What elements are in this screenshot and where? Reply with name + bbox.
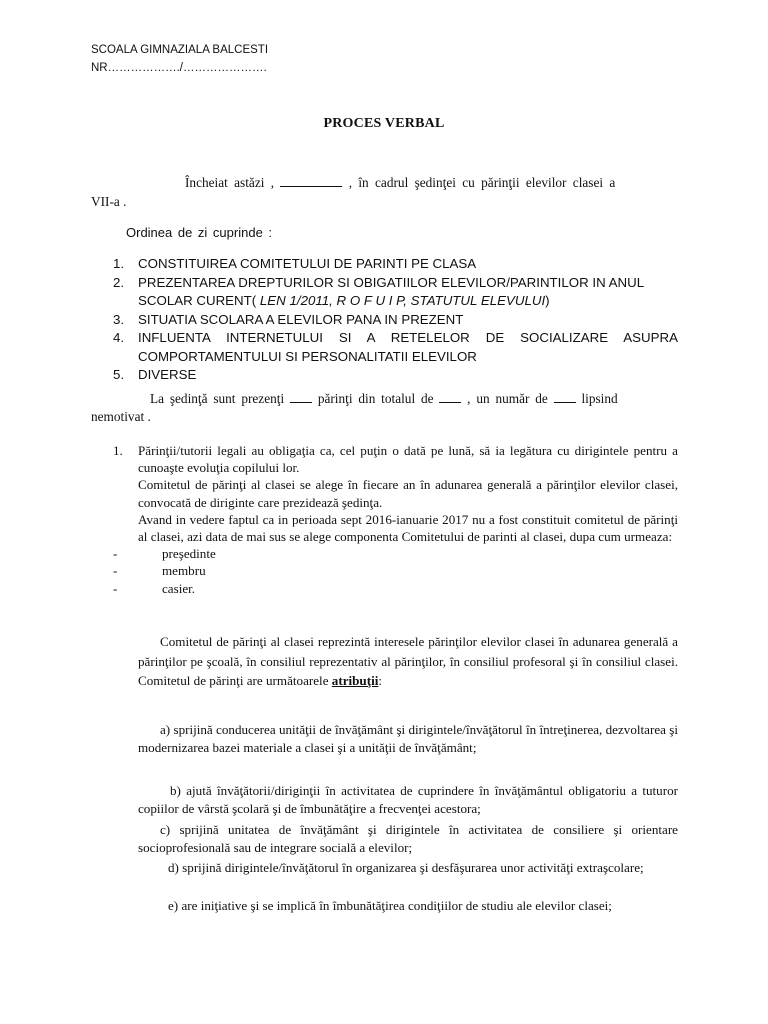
document-title: PROCES VERBAL bbox=[323, 116, 445, 131]
committee-paragraph: Comitetul de părinţi al clasei reprezintă interesele părinţilor elevilor clasei în adunarea generală a părinţilor pe şcoală, în consiliul reprezentativ al părinţilor, în consiliul profesoral şi în consiliul clasei. Comitetul de părinţi are următoarele atribuţii: bbox=[138, 634, 678, 688]
school-name: SCOALA GIMNAZIALA BALCESTI bbox=[91, 44, 269, 56]
intro-paragraph bbox=[185, 173, 677, 193]
agenda-item: 2. PREZENTAREA DREPTURILOR SI OBIGATIILOR ELEVILOR/PARINTILOR IN ANUL SCOLAR CURENT( LEN 1/2011, R O F U I P, STATUTUL ELEVULUI) bbox=[113, 274, 644, 308]
intro-class: VII-a . bbox=[91, 194, 127, 209]
present-blank bbox=[290, 391, 312, 403]
absent-blank bbox=[554, 391, 576, 403]
section-1: 1. Părinţii/tutorii legali au obligaţia ca, cel puţin o dată pe lună, să ia legătura cu dirigintele pentru a cunoaşte evoluţia copilului lor. Comitetul de părinţi al clasei se alege în fiecare an în adunarea generală a părinţilor elevilor clasei, convocată de diriginte care prezidează şedinţa. Avand in vedere faptul ca in perioada sept 2016-ianuarie 2017 nu a fost constituit comitetul de părinţi al clasei, azi data de mai sus se alege componenta Comitetului de parinti al clasei, dupa cum urmeaza: - preşedinte - membru - casier. bbox=[113, 443, 678, 596]
role-item: - preşedinte bbox=[113, 546, 216, 562]
attribution-d: d) sprijină dirigintele/învăţătorul în organizarea şi desfăşurarea unor activităţi extraşcolare; bbox=[168, 860, 644, 875]
attribution-a: a) sprijină conducerea unităţii de învăţământ şi dirigintele/învăţătorul în întreţinerea, dezvoltarea şi modernizarea bazei materiale a clasei şi a unităţii de învăţământ; bbox=[138, 722, 678, 755]
role-item: - casier. bbox=[113, 580, 196, 596]
agenda-heading: Ordinea de zi cuprinde : bbox=[126, 225, 273, 240]
section-1-p2: Comitetul de părinţi al clasei se alege în fiecare an în adunarea generală a părinţilor elevilor clasei, convocată de diriginte care prezidează şedinţa. bbox=[138, 477, 678, 510]
date-blank bbox=[280, 175, 342, 187]
agenda-item: 3. SITUATIA SCOLARA A ELEVILOR PANA IN PREZENT bbox=[113, 311, 464, 327]
intro-text-b: , în cadrul şedinţei cu părinţii elevilor clasei a bbox=[348, 175, 616, 190]
intro-text-a: Încheiat astăzi , bbox=[185, 175, 275, 190]
section-1-p3: Avand in vedere faptul ca in perioada sept 2016-ianuarie 2017 nu a fost constituit comitetul de părinţi al clasei, azi data de mai sus se alege componenta Comitetului de parinti al clasei, dupa cum urmeaza: bbox=[138, 511, 678, 545]
agenda-item: 4. INFLUENTA INTERNETULUI SI A RETELELOR DE SOCIALIZARE ASUPRA COMPORTAMENTULUI SI PERSONALITATII ELEVILOR bbox=[113, 330, 678, 364]
attribution-e: e) are iniţiative şi se implică în îmbunătăţirea condiţiilor de studiu ale elevilor clasei; bbox=[168, 898, 612, 913]
total-blank bbox=[439, 391, 461, 403]
attendance-paragraph: La şedinţă sunt prezenţi părinţi din totalul de , un număr de lipsind bbox=[150, 391, 618, 406]
agenda-list bbox=[113, 255, 678, 385]
registration-number: NR………………./…………………. bbox=[91, 62, 267, 74]
attributions-label: atribuţii bbox=[331, 673, 379, 688]
section-1-p1: Părinţii/tutorii legali au obligaţia ca, cel puţin o dată pe lună, să ia legătura cu dirigintele pentru a cunoaşte evoluţia copilului lor. bbox=[138, 443, 678, 476]
attribution-c: c) sprijină unitatea de învăţământ şi dirigintele în activitatea de consiliere şi orientare socioprofesională sau de integrare socială a elevilor; bbox=[138, 822, 678, 855]
attendance-end: nemotivat . bbox=[91, 409, 151, 424]
agenda-item: 1. CONSTITUIREA COMITETULUI DE PARINTI PE CLASA bbox=[113, 256, 477, 271]
attribution-b: b) ajută învăţătorii/diriginţii în activitatea de cuprindere în învăţământul obligatoriu a tuturor copiilor de vârstă şcolară şi de îmbunătăţire a frecvenţei acestora; bbox=[138, 783, 678, 816]
role-item: - membru bbox=[113, 563, 206, 579]
agenda-item: 5. DIVERSE bbox=[113, 367, 197, 382]
